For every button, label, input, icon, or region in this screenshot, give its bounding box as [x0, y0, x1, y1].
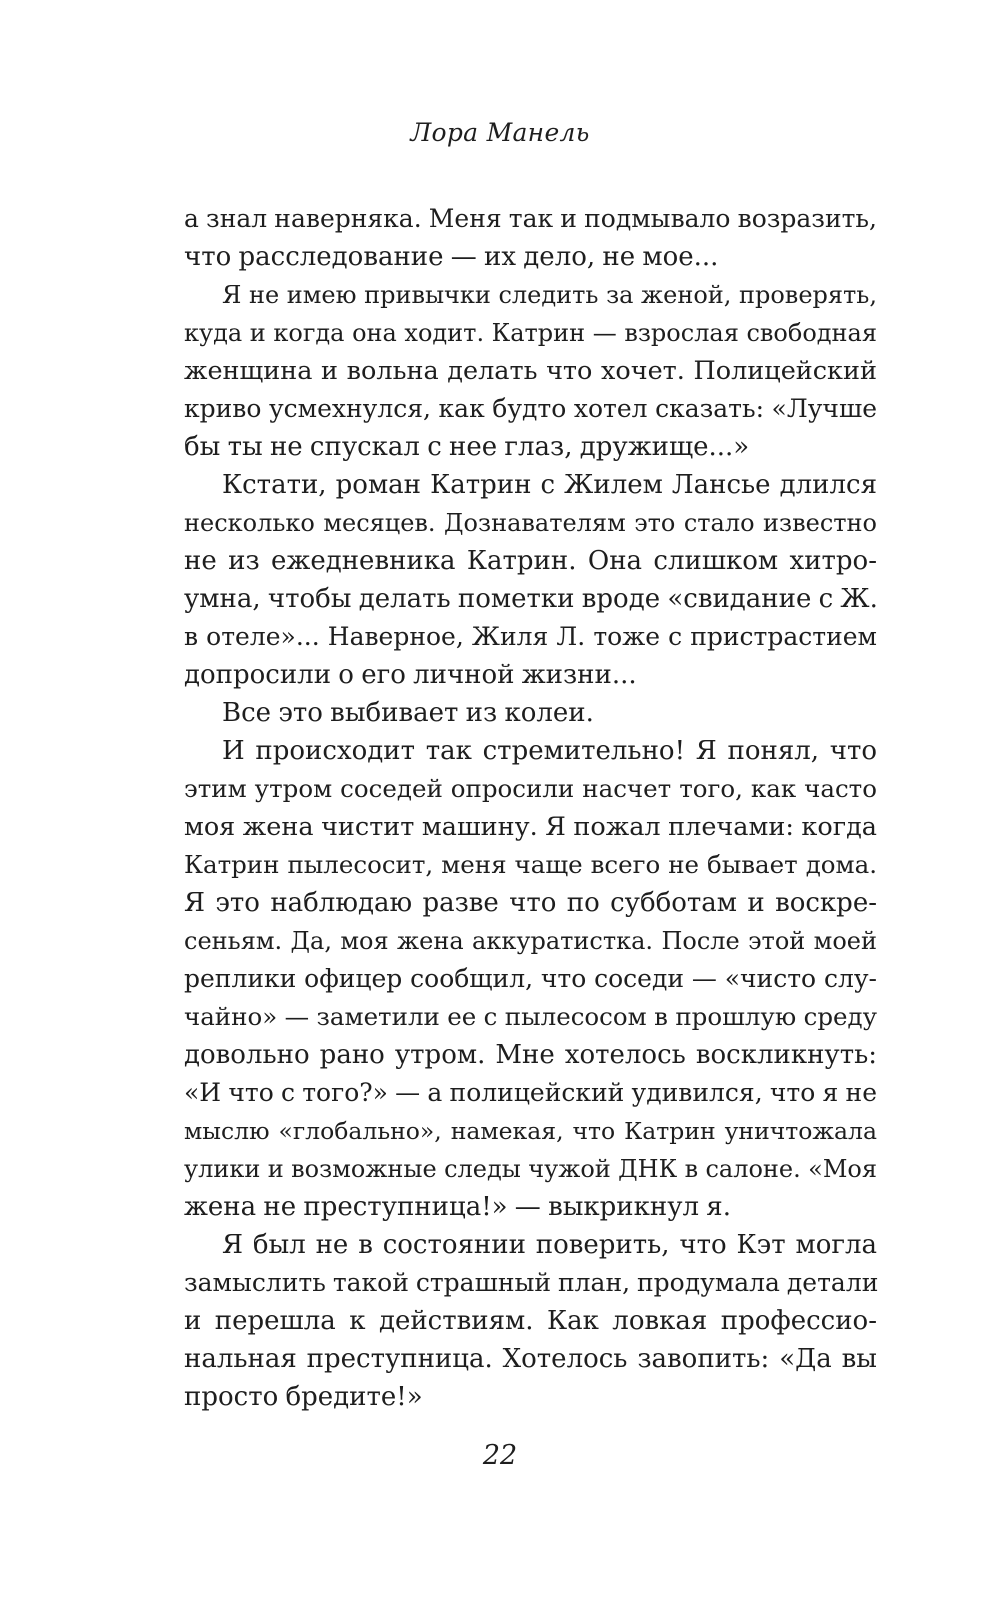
- text-line: Катрин пылесосит, меня чаще всего не бывает дома.: [184, 850, 877, 879]
- text-line: И происходит так стремительно! Я понял, что: [222, 736, 877, 766]
- text-line: что расследование — их дело, не мое...: [184, 242, 719, 272]
- text-line: криво усмехнулся, как будто хотел сказать: «Лучше: [184, 394, 877, 423]
- body-text: [184, 200, 877, 1416]
- text-line: несколько месяцев. Дознавателям это стало известно: [184, 509, 877, 537]
- text-line: Кстати, роман Катрин с Жилем Лансье длился: [222, 470, 877, 500]
- running-head: Лора Манель: [410, 118, 590, 147]
- text-line: этим утром соседей опросили насчет того, как часто: [184, 774, 877, 803]
- text-line: женщина и вольна делать что хочет. Полицейский: [184, 356, 877, 386]
- text-line: довольно рано утром. Мне хотелось воскликнуть:: [184, 1040, 877, 1070]
- text-line: моя жена чистит машину. Я пожал плечами: когда: [184, 812, 877, 842]
- text-line: нальная преступница. Хотелось завопить: «Да вы: [184, 1344, 877, 1374]
- text-line: допросили о его личной жизни...: [184, 660, 637, 690]
- text-line: бы ты не спускал с нее глаз, дружище...»: [184, 432, 750, 462]
- text-line: в отеле»... Наверное, Жиля Л. тоже с пристрастием: [184, 622, 877, 651]
- text-line: а знал наверняка. Меня так и подмывало возразить,: [184, 204, 877, 233]
- text-line: Я был не в состоянии поверить, что Кэт могла: [222, 1230, 877, 1260]
- text-line: «И что с того?» — а полицейский удивился, что я не: [184, 1078, 877, 1107]
- text-line: Я это наблюдаю разве что по субботам и воскре-: [184, 888, 877, 918]
- text-line: жена не преступница!» — выкрикнул я.: [184, 1192, 731, 1222]
- text-line: реплики офицер сообщил, что соседи — «чисто слу-: [184, 964, 877, 993]
- text-line: улики и возможные следы чужой ДНК в салоне. «Моя: [184, 1155, 877, 1183]
- text-line: умна, чтобы делать пометки вроде «свидание с Ж.: [184, 584, 878, 614]
- text-line: Я не имею привычки следить за женой, проверять,: [222, 281, 877, 309]
- page-number: 22: [482, 1440, 518, 1471]
- text-line: замыслить такой страшный план, продумала детали: [184, 1268, 879, 1297]
- text-line: мыслю «глобально», намекая, что Катрин уничтожала: [184, 1117, 877, 1145]
- text-line: сеньям. Да, моя жена аккуратистка. После этой моей: [184, 927, 877, 955]
- text-line: куда и когда она ходит. Катрин — взрослая свободная: [184, 319, 877, 347]
- text-line: не из ежедневника Катрин. Она слишком хитро-: [184, 546, 877, 576]
- text-line: Все это выбивает из колеи.: [222, 698, 594, 728]
- text-line: просто бредите!»: [184, 1382, 423, 1412]
- text-line: и перешла к действиям. Как ловкая профессио-: [184, 1306, 877, 1336]
- text-line: чайно» — заметили ее с пылесосом в прошлую среду: [184, 1002, 877, 1031]
